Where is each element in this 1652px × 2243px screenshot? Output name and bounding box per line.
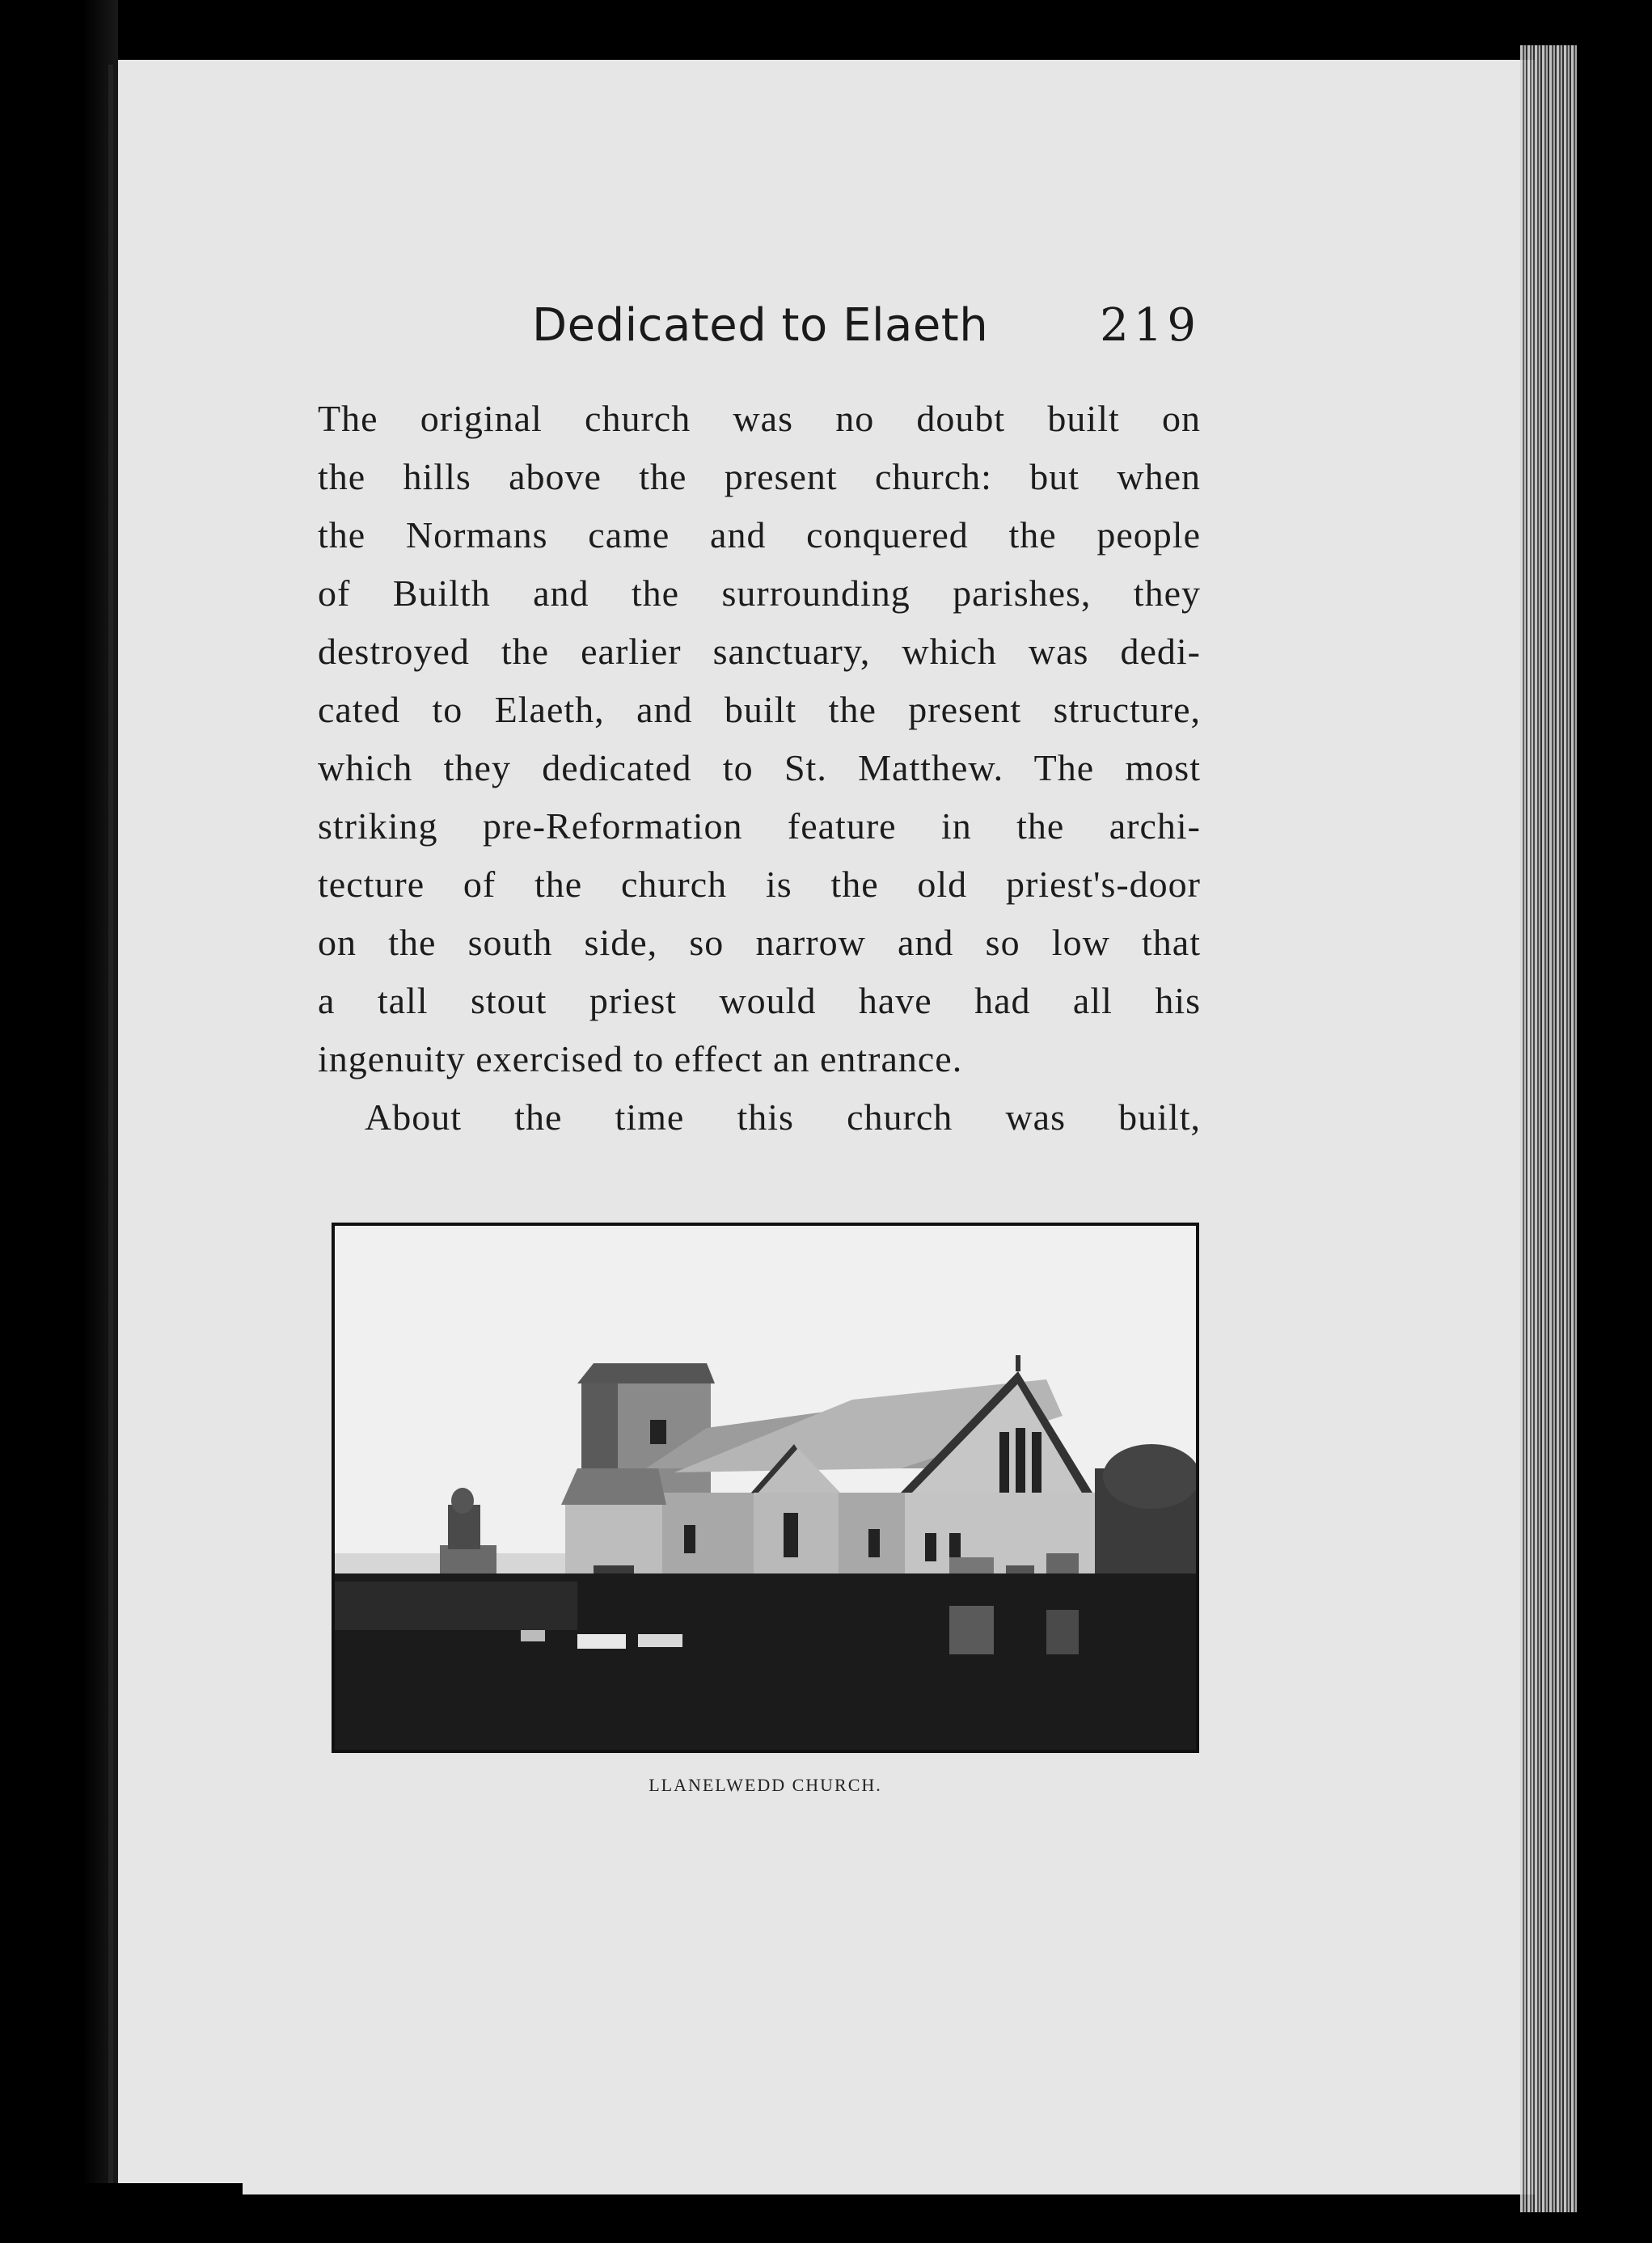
text-line: cated to Elaeth, and built the present structure, [318, 689, 1201, 730]
left-gutter [0, 0, 118, 2243]
page-binding-edge [108, 65, 113, 2183]
text-line: striking pre-Reformation feature in the archi- [318, 805, 1201, 847]
page-number: 219 [1100, 299, 1201, 352]
text-line: on the south side, so narrow and so low that [318, 922, 1201, 963]
body-text [318, 390, 1201, 1147]
text-line: which they dedicated to St. Matthew. The most [318, 747, 1201, 788]
text-line: About the time this church was built, [365, 1096, 1201, 1138]
text-line: destroyed the earlier sanctuary, which was dedi- [318, 631, 1201, 672]
scan-border-bottom [0, 2183, 243, 2243]
page-header [526, 299, 1201, 356]
text-line: the hills above the present church: but when [318, 456, 1201, 497]
figure-caption: LLANELWEDD CHURCH. [649, 1775, 882, 1795]
page-fore-edge [1520, 45, 1585, 2212]
text-line: The original church was no doubt built on [318, 398, 1201, 439]
running-title: Dedicated to Elaeth [532, 299, 989, 352]
scan-border-right [1577, 32, 1652, 2243]
church-photograph [332, 1223, 1199, 1753]
text-line: tecture of the church is the old priest's-door [318, 864, 1201, 905]
text-line: ingenuity exercised to effect an entrance. [318, 1038, 963, 1079]
text-line: a tall stout priest would have had all his [318, 980, 1201, 1021]
text-line: the Normans came and conquered the people [318, 514, 1201, 555]
church-illustration [335, 1226, 1196, 1750]
text-line: of Builth and the surrounding parishes, they [318, 572, 1201, 614]
